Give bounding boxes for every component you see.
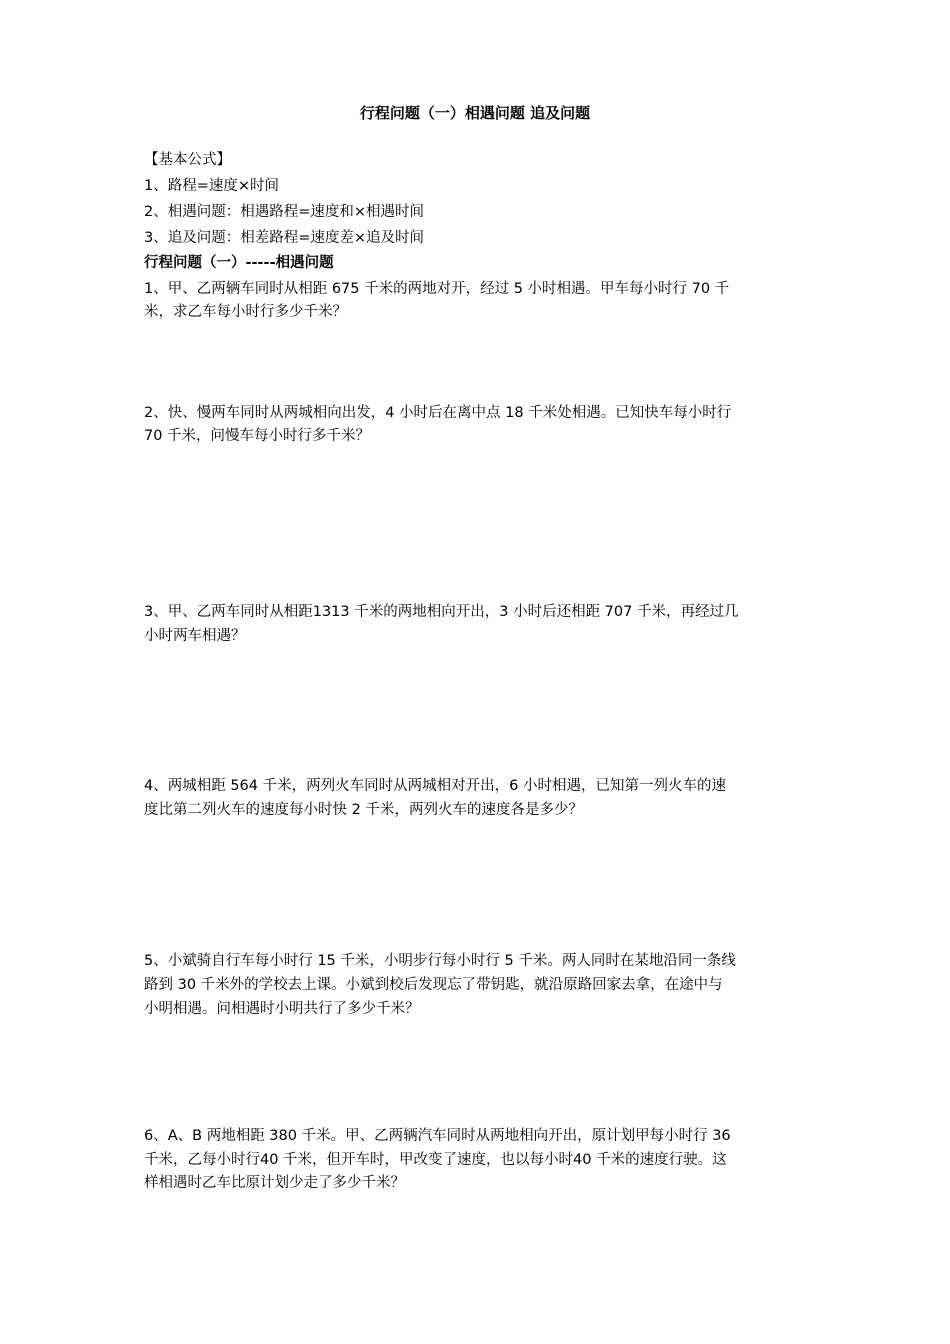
formula-heading: 【基本公式】: [144, 152, 231, 168]
problem-3-line: 3、甲、乙两车同时从相距1313 千米的两地相向开出，3 小时后还相距 707 千米，再经过几: [144, 604, 739, 620]
problem-2-line: 2、快、慢两车同时从两城相向出发，4 小时后在离中点 18 千米处相遇。已知快车每小时行: [144, 405, 732, 421]
problem-3-line: 小时两车相遇？: [144, 628, 246, 644]
formula-line: 3、追及问题：相差路程=速度差×追及时间: [144, 230, 425, 246]
problem-5-line: 路到 30 千米外的学校去上课。小斌到校后发现忘了带钥匙，就沿原路回家去拿，在途中与: [144, 977, 723, 993]
formula-line: 2、相遇问题：相遇路程=速度和×相遇时间: [144, 204, 425, 220]
problem-4-line: 度比第二列火车的速度每小时快 2 千米，两列火车的速度各是多少？: [144, 802, 583, 818]
problem-1-line: 1、甲、乙两辆车同时从相距 675 千米的两地对开，经过 5 小时相遇。甲车每小时行 70 千: [144, 281, 730, 297]
document-title: 行程问题（一）相遇问题 追及问题: [359, 104, 591, 122]
problem-2-line: 70 千米，问慢车每小时行多千米？: [144, 428, 371, 444]
problem-5-line: 小明相遇。问相遇时小明共行了多少千米？: [144, 1001, 420, 1017]
problem-1-line: 米，求乙车每小时行多少千米？: [144, 304, 347, 320]
section-heading: 行程问题（一）-----相遇问题: [144, 255, 334, 271]
problem-4-line: 4、两城相距 564 千米，两列火车同时从两城相对开出，6 小时相遇，已知第一列火车的速: [144, 778, 726, 794]
formula-line: 1、路程=速度×时间: [144, 178, 280, 194]
problem-6-line: 千米，乙每小时行40 千米，但开车时，甲改变了速度，也以每小时40 千米的速度行驶。这: [144, 1152, 727, 1168]
problem-6-line: 6、A、B 两地相距 380 千米。甲、乙两辆汽车同时从两地相向开出，原计划甲每小时行 36: [144, 1128, 731, 1144]
problem-5-line: 5、小斌骑自行车每小时行 15 千米，小明步行每小时行 5 千米。两人同时在某地沿同一条线: [144, 953, 736, 969]
problem-6-line: 样相遇时乙车比原计划少走了多少千米？: [144, 1175, 405, 1191]
